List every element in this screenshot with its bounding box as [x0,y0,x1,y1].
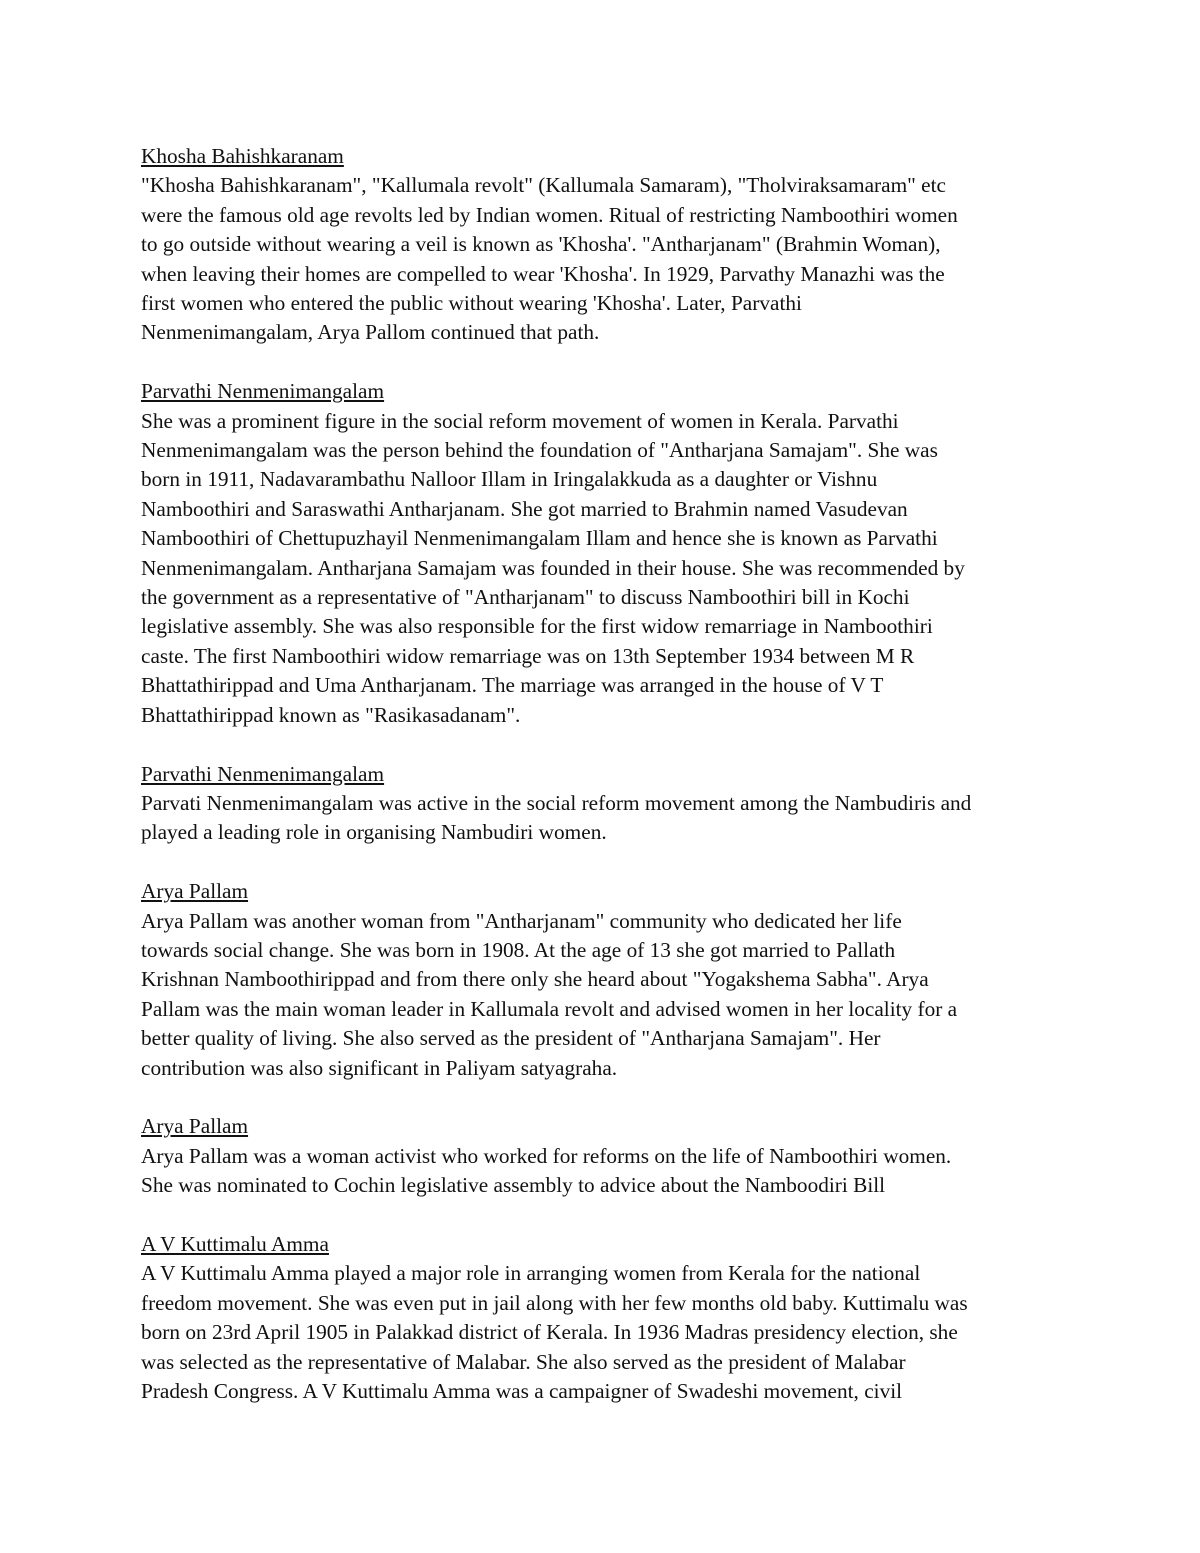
section-paragraph: Arya Pallam was a woman activist who worked for reforms on the life of Namboothiri women. She was nominated to Cochin legislative assembly to advice about the Namboodiri Bill [141,1143,952,1198]
section-heading: Arya Pallam [141,1114,249,1139]
section-paragraph: She was a prominent figure in the social reform movement of women in Kerala. Parvathi Nenmenimangalam was the person behind the foundation of "Antharjana Samajam". She was born in 1911, Nadavarambathu Nalloor Illam in Iringalakkuda as a daughter or Vishnu Namboothiri and Saraswathi Antharjanam. She got married to Brahmin named Vasudevan Namboothiri of Chettupuzhayil Nenmenimangalam Illam and hence she is known as Parvathi Nenmenimangalam. Antharjana Samajam was founded in their house. She was recommended by the government as a representative of "Antharjanam" to discuss Namboothiri bill in Kochi legislative assembly. She was also responsible for the first widow remarriage in Namboothiri caste. The first Namboothiri widow remarriage was on 13th September 1934 between M R Bhattathirippad and Uma Antharjanam. The marriage was arranged in the house of V T Bhattathirippad known as "Rasikasadanam". [141,408,965,727]
section-khosha-bahishkaranam [141,142,1071,348]
section-paragraph: Arya Pallam was another woman from "Antharjanam" community who dedicated her life towards social change. She was born in 1908. At the age of 13 she got married to Pallath Krishnan Namboothirippad and from there only she heard about "Yogakshema Sabha". Arya Pallam was the main woman leader in Kallumala revolt and advised women in her locality for a better quality of living. She also served as the president of "Antharjana Samajam". Her contribution was also significant in Paliyam satyagraha. [141,908,958,1080]
section-arya-pallam-2 [141,1112,1071,1200]
section-arya-pallam [141,877,1071,1083]
section-heading: Parvathi Nenmenimangalam [141,379,385,404]
section-heading: Khosha Bahishkaranam [141,144,344,168]
section-heading: A V Kuttimalu Amma [141,1231,329,1256]
section-heading: Arya Pallam [141,879,249,904]
section-paragraph: Parvati Nenmenimangalam was active in the social reform movement among the Nambudiris and played a leading role in organising Nambudiri women. [141,790,972,845]
section-paragraph: "Khosha Bahishkaranam", "Kallumala revolt" (Kallumala Samaram), "Tholviraksamaram" etc were the famous old age revolts led by Indian women. Ritual of restricting Namboothiri women to go outside without wearing a veil is known as 'Khosha'. "Antharjanam" (Brahmin Woman), when leaving their homes are compelled to wear 'Khosha'. In 1929, Parvathy Manazhi was the first women who entered the public without wearing 'Khosha'. Later, Parvathi Nenmenimangalam, Arya Pallom continued that path. [141,173,958,345]
section-heading: Parvathi Nenmenimangalam [141,761,385,786]
section-parvathi-nenmenimangalam-2 [141,760,1071,848]
section-parvathi-nenmenimangalam [141,377,1071,730]
document-body [141,142,1071,1436]
section-av-kuttimalu-amma [141,1230,1071,1406]
section-paragraph: A V Kuttimalu Amma played a major role in arranging women from Kerala for the national freedom movement. She was even put in jail along with her few months old baby. Kuttimalu was born on 23rd April 1905 in Palakkad district of Kerala. In 1936 Madras presidency election, she was selected as the representative of Malabar. She also served as the president of Malabar Pradesh Congress. A V Kuttimalu Amma was a campaigner of Swadeshi movement, civil [141,1261,968,1403]
